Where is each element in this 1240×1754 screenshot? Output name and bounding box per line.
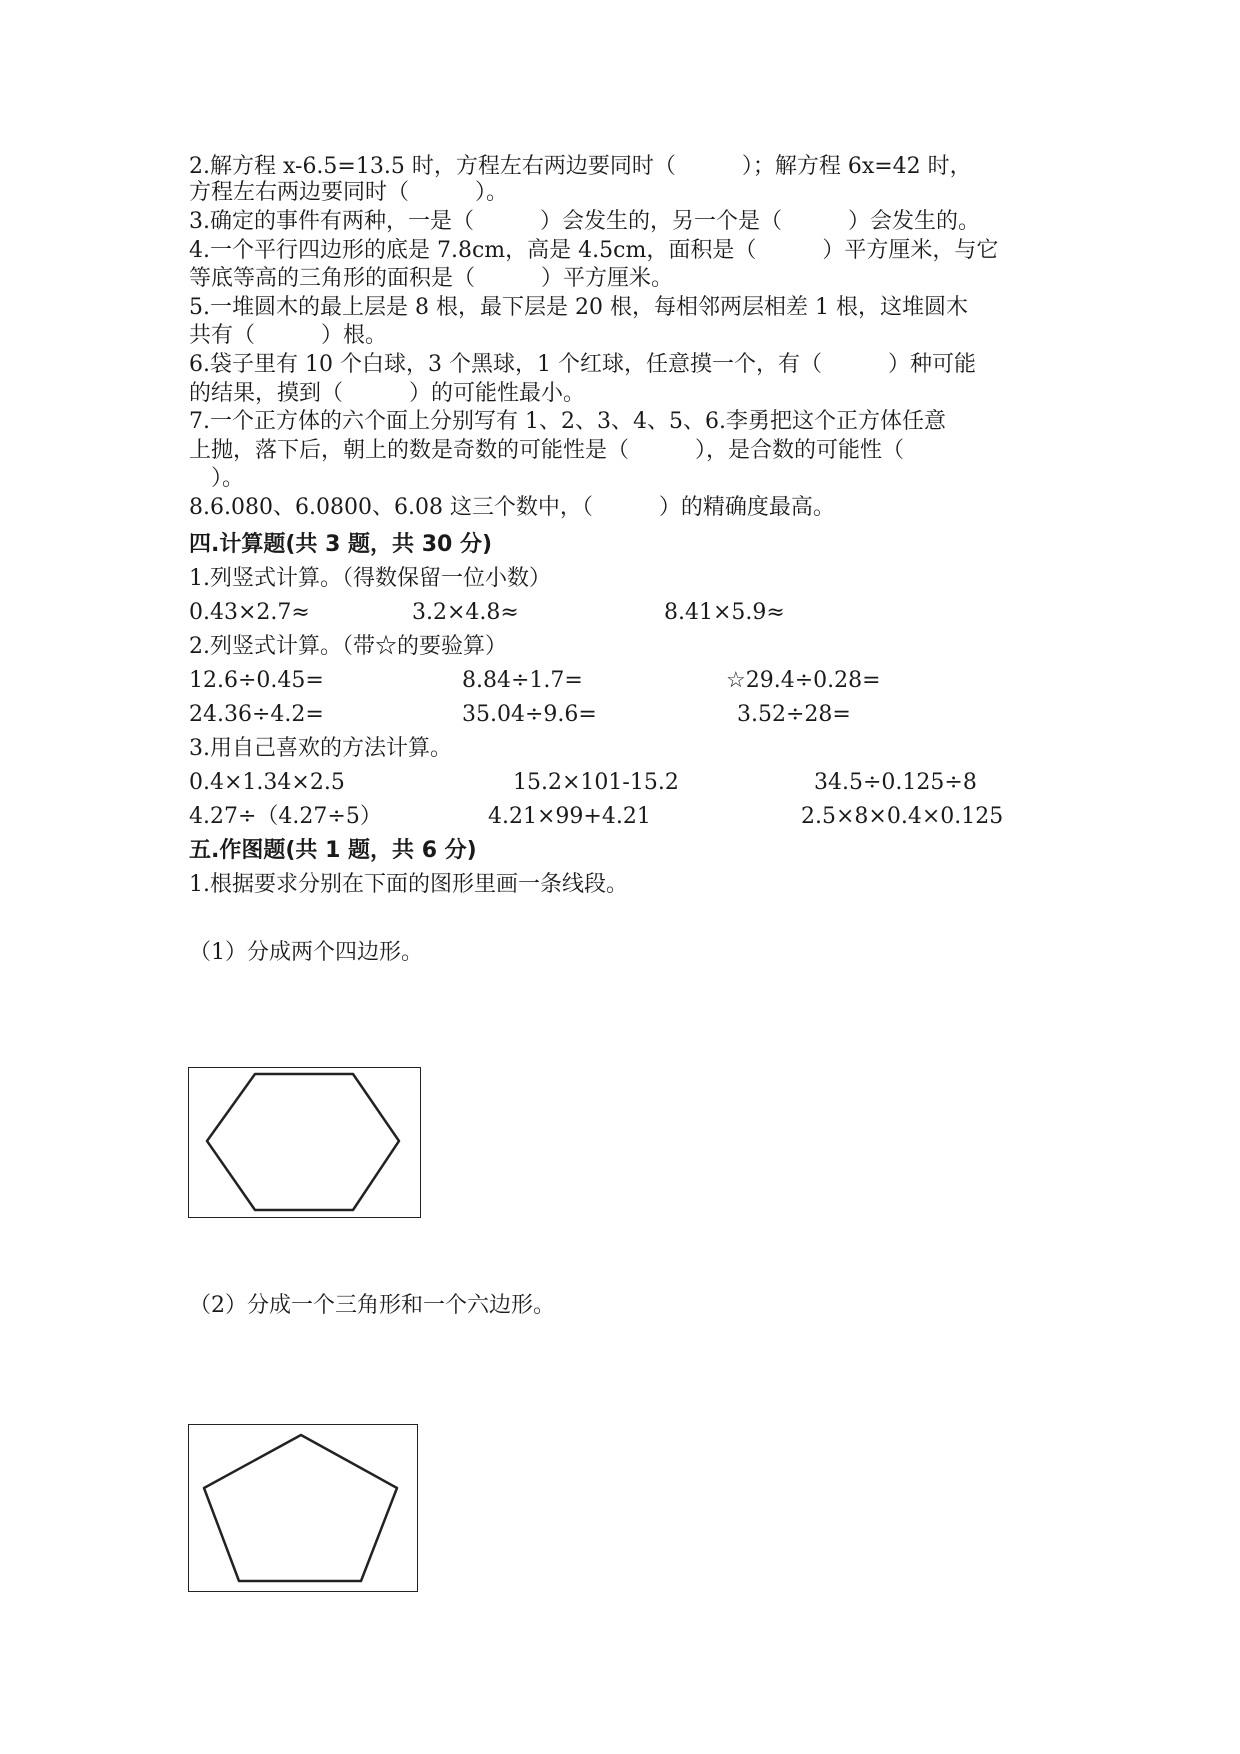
section-5-title: 五.作图题(共 1 题，共 6 分) [189,838,477,863]
calc-q2-item: 24.36÷4.2= [189,702,324,727]
calc-q2-item: 12.6÷0.45= [189,668,324,693]
question-3-line-1: 3.确定的事件有两种，一是（ ）会发生的，另一个是（ ）会发生的。 [189,209,980,234]
calc-q3-item: 4.27÷（4.27÷5） [189,804,382,829]
question-2-line-2: 方程左右两边要同时（ ）。 [189,180,509,205]
draw-q1-prompt: 1.根据要求分别在下面的图形里画一条线段。 [189,872,628,897]
calc-q1-item: 0.43×2.7≈ [189,600,310,625]
question-8-line-1: 8.6.080、6.0800、6.08 这三个数中，（ ）的精确度最高。 [189,495,835,520]
question-5-line-2: 共有（ ）根。 [189,323,388,348]
question-2-line-1: 2.解方程 x-6.5=13.5 时，方程左右两边要同时（ ）；解方程 6x=42 时， [189,154,972,179]
question-7-line-3: ）。 [189,466,245,491]
calc-q2-item: 3.52÷28= [737,702,851,727]
calc-q2-prompt: 2.列竖式计算。（带☆的要验算） [189,634,507,659]
calc-q3-prompt: 3.用自己喜欢的方法计算。 [189,736,452,761]
question-7-line-1: 7.一个正方体的六个面上分别写有 1、2、3、4、5、6.李勇把这个正方体任意 [189,409,946,434]
calc-q1-prompt: 1.列竖式计算。（得数保留一位小数） [189,566,551,591]
question-4-line-1: 4.一个平行四边形的底是 7.8cm，高是 4.5cm，面积是（ ）平方厘米，与它 [189,238,999,263]
calc-q2-item: ☆29.4÷0.28= [726,668,881,693]
question-5-line-1: 5.一堆圆木的最上层是 8 根，最下层是 20 根，每相邻两层相差 1 根，这堆圆木 [189,295,968,320]
hexagon-figure[interactable] [188,1067,421,1218]
question-7-line-2: 上抛，落下后，朝上的数是奇数的可能性是（ ），是合数的可能性（ [189,438,905,463]
pentagon-shape [189,1425,417,1591]
calc-q2-item: 8.84÷1.7= [462,668,583,693]
calc-q1-item: 8.41×5.9≈ [664,600,785,625]
section-4-title: 四.计算题(共 3 题，共 30 分) [189,532,493,557]
calc-q3-item: 34.5÷0.125÷8 [814,770,977,795]
question-4-line-2: 等底等高的三角形的面积是（ ）平方厘米。 [189,266,674,291]
question-6-line-1: 6.袋子里有 10 个白球，3 个黑球，1 个红球，任意摸一个，有（ ）种可能 [189,352,976,377]
calc-q3-item: 4.21×99+4.21 [488,804,651,829]
hexagon-shape [189,1068,420,1217]
calc-q3-item: 15.2×101-15.2 [513,770,679,795]
draw-part-2-label: （2）分成一个三角形和一个六边形。 [189,1293,555,1318]
draw-part-1-label: （1）分成两个四边形。 [189,940,423,965]
calc-q3-item: 2.5×8×0.4×0.125 [801,804,1004,829]
pentagon-figure[interactable] [188,1424,418,1592]
calc-q1-item: 3.2×4.8≈ [412,600,519,625]
question-6-line-2: 的结果，摸到（ ）的可能性最小。 [189,381,586,406]
calc-q3-item: 0.4×1.34×2.5 [189,770,345,795]
calc-q2-item: 35.04÷9.6= [462,702,597,727]
